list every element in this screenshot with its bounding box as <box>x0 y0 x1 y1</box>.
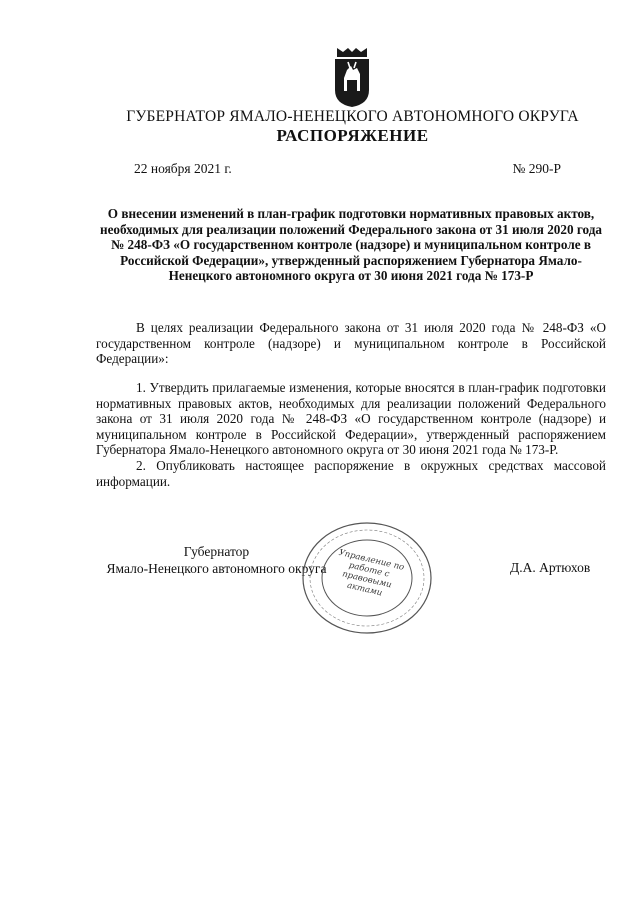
signatory-position <box>94 544 339 577</box>
preamble <box>96 320 606 367</box>
signatory-name: Д.А. Артюхов <box>510 560 591 575</box>
position-title: Губернатор <box>183 544 250 559</box>
document-number: № 290-Р <box>512 161 561 176</box>
position-region: Ямало-Ненецкого автономного округа <box>106 560 327 576</box>
stamp-ring-icon <box>298 519 436 637</box>
preamble-paragraph: В целях реализации Федерального закона от 31 июля 2020 года № 248-ФЗ «О государственном контроле (надзоре) и муниципальном контроле в Российской Федерации»: <box>96 320 606 367</box>
document-subject: О внесении изменений в план-график подготовки нормативных правовых актов, необходимых для реализации положений Федерального закона от 31 июля 2020 года № 248-ФЗ «О государственном контроле (надзоре) и муниципальном контроле в Российской Федерации», утвержденный распоряжением Губернатора Ямало-Ненецкого автономного округа от 30 июня 2021 года № 173-Р <box>99 206 603 284</box>
issuing-authority: ГУБЕРНАТОР ЯМАЛО-НЕНЕЦКОГО АВТОНОМНОГО ОКРУГА <box>126 108 579 125</box>
document-type-title: РАСПОРЯЖЕНИЕ <box>276 126 429 145</box>
ordered-items <box>96 380 606 489</box>
coat-of-arms-icon <box>329 46 375 108</box>
stamp-center-text: Управление по работе с правовыми актами <box>337 547 406 599</box>
list-item: 2. Опубликовать настоящее распоряжение в окружных средствах массовой информации. <box>96 457 606 489</box>
official-stamp <box>298 519 436 637</box>
document-date: 22 ноября 2021 г. <box>134 161 232 176</box>
list-item: 1. Утвердить прилагаемые изменения, которые вносятся в план-график подготовки нормативных правовых актов, необходимых для реализации положений Федерального закона от 31 июля 2020 года № 248-ФЗ «О государственном контроле (надзоре) и муниципальном контроле в Российской Федерации», утвержденный распоряжением Губернатора Ямало-Ненецкого автономного округа от 30 июня 2021 года № 173-Р. <box>96 380 606 458</box>
